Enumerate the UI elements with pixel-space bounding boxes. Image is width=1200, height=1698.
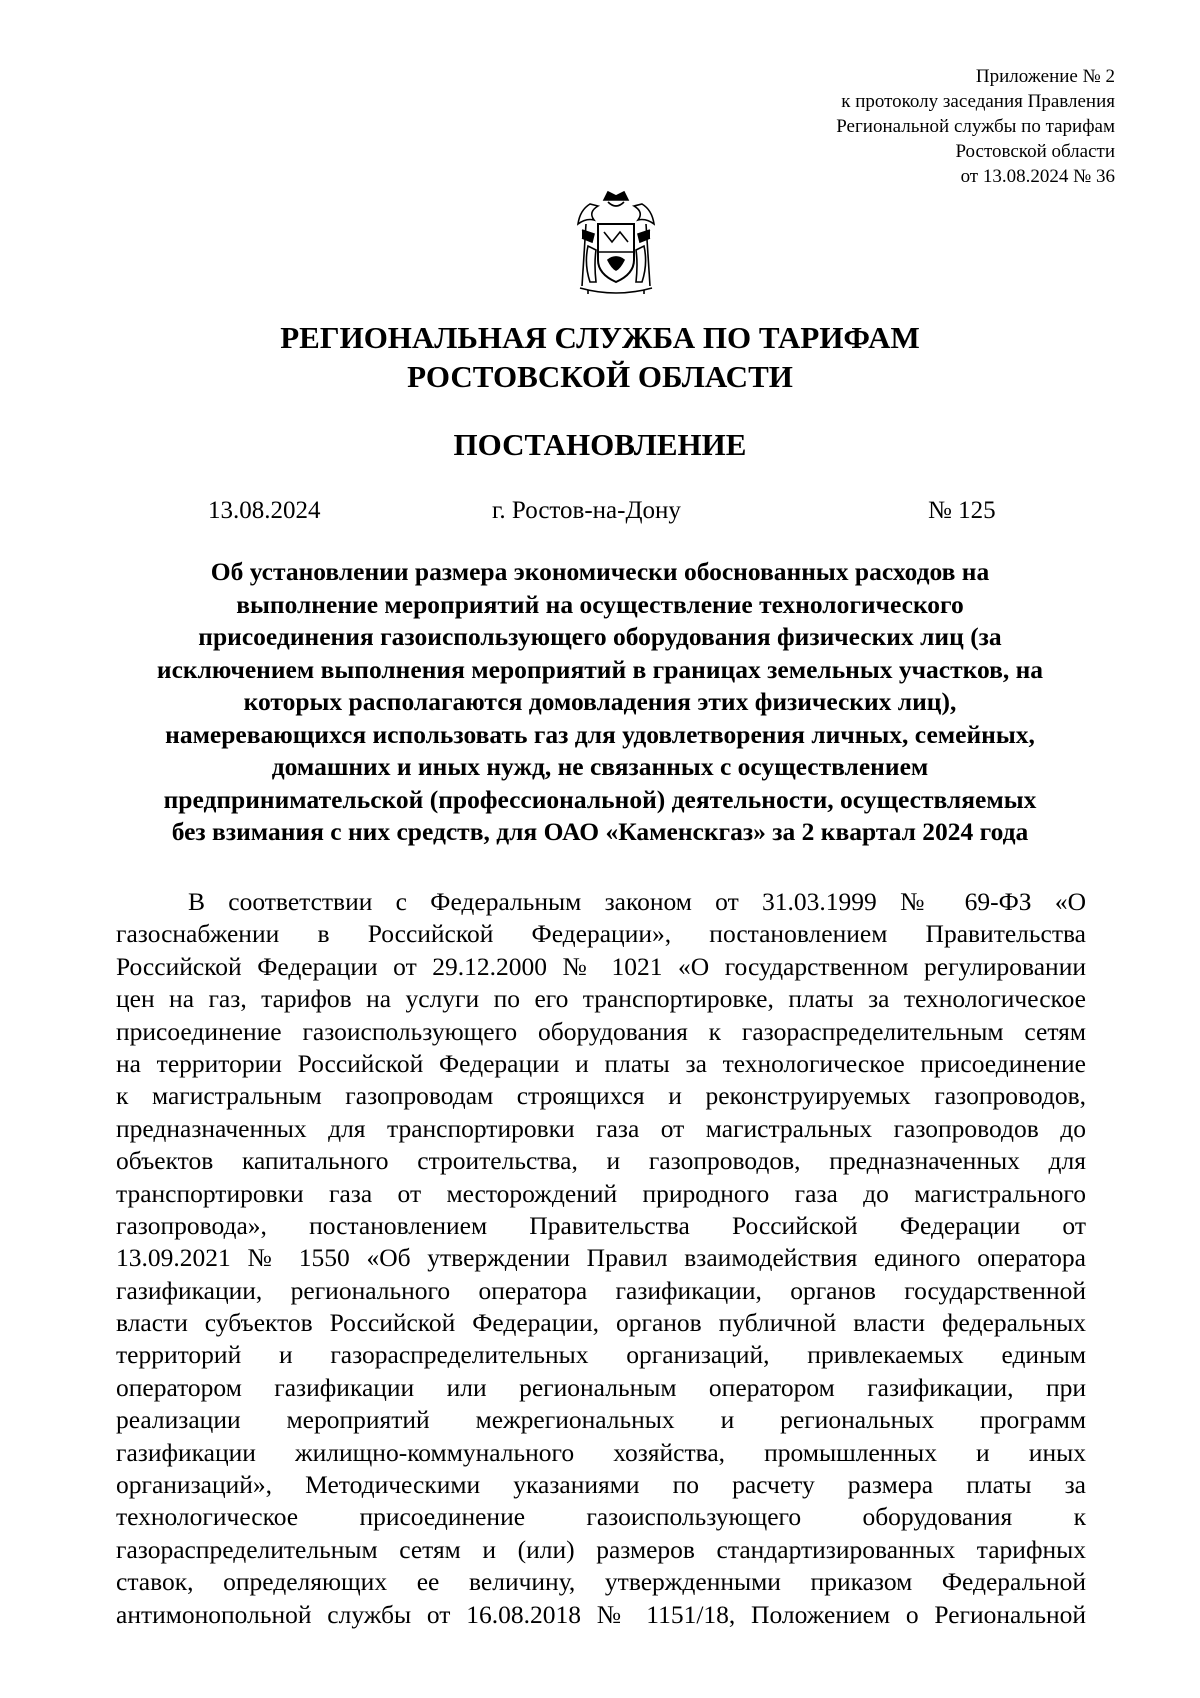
document-date: 13.08.2024 [208,497,321,524]
body-paragraph [116,886,1086,1631]
body-line: реализации мероприятий межрегиональных и региональных программ [116,1405,1086,1435]
subject-line: предпринимательской (профессиональной) деятельности, осуществляемых [163,784,1037,814]
appendix-line: Региональной службы по тарифам [836,116,1115,137]
body-line: на территории Российской Федерации и платы за технологическое присоединение [116,1048,1086,1078]
body-line: предназначенных для транспортировки газа от магистральных газопроводов до [116,1113,1086,1143]
body-line: цен на газ, тарифов на услуги по его транспортировке, платы за технологическое [116,984,1086,1014]
subject-line: Об установлении размера экономически обоснованных расходов на [210,557,990,586]
appendix-line: Ростовской области [955,141,1115,162]
body-line: газификации, регионального оператора газификации, органов государственной [116,1275,1086,1305]
organization-title [0,318,1200,396]
appendix-line: от 13.08.2024 № 36 [960,166,1115,187]
subject-line: которых располагаются домовладения этих физических лиц), [243,687,957,716]
body-line: власти субъектов Российской Федерации, органов публичной власти федеральных [116,1308,1086,1338]
body-line: объектов капитального строительства, и газопроводов, предназначенных для [116,1146,1086,1176]
body-line: газопровода», постановлением Правительства Российской Федерации от [116,1210,1086,1240]
body-line: к магистральным газопроводам строящихся и реконструируемых газопроводов, [116,1081,1086,1111]
body-line: В соответствии с Федеральным законом от 31.03.1999 № 69-ФЗ «О [188,887,1086,916]
body-line: антимонопольной службы от 16.08.2018 № 1151/18, Положением о Региональной [116,1599,1086,1629]
body-line: организаций», Методическими указаниями по расчету размера платы за [116,1470,1086,1500]
document-city: г. Ростов-на-Дону [492,497,681,524]
body-line: газоснабжении в Российской Федерации», постановлением Правительства [116,919,1086,949]
appendix-line: к протоколу заседания Правления [841,91,1115,112]
body-line: технологическое присоединение газоиспользующего оборудования к [116,1502,1086,1532]
subject-line: выполнение мероприятий на осуществление технологического [236,589,964,619]
body-line: оператором газификации или региональным оператором газификации, при [116,1372,1086,1402]
document-type: ПОСТАНОВЛЕНИЕ [453,427,747,462]
document-subject [110,556,1090,849]
body-line: ставок, определяющих ее величину, утвержденными приказом Федеральной [116,1567,1086,1597]
organization-title-line: РЕГИОНАЛЬНАЯ СЛУЖБА ПО ТАРИФАМ [280,320,920,355]
appendix-note [695,64,1115,189]
body-line: 13.09.2021 № 1550 «Об утверждении Правил взаимодействия единого оператора [116,1243,1086,1273]
document-meta [0,494,1200,528]
subject-line: исключением выполнения мероприятий в границах земельных участков, на [156,654,1044,684]
subject-line: домашних и иных нужд, не связанных с осуществлением [271,752,929,781]
subject-line: присоединения газоиспользующего оборудования физических лиц (за [198,622,1002,651]
subject-line: намеревающихся использовать газ для удовлетворения личных, семейных, [165,719,1035,749]
rostov-oblast-coat-of-arms-icon [568,190,664,298]
document-number: № 125 [928,497,996,524]
body-line: газораспределительным сетям и (или) размеров стандартизированных тарифных [116,1534,1086,1564]
appendix-line: Приложение № 2 [975,66,1115,87]
body-line: присоединение газоиспользующего оборудования к газораспределительным сетям [116,1016,1086,1046]
body-line: газификации жилищно-коммунального хозяйства, промышленных и иных [116,1437,1086,1467]
subject-line: без взимания с них средств, для ОАО «Каменскгаз» за 2 квартал 2024 года [171,817,1029,846]
body-line: территорий и газораспределительных организаций, привлекаемых единым [116,1340,1086,1370]
body-line: Российской Федерации от 29.12.2000 № 1021 «О государственном регулировании [116,951,1086,981]
body-line: транспортировки газа от месторождений природного газа до магистрального [116,1178,1086,1208]
organization-title-line: РОСТОВСКОЙ ОБЛАСТИ [407,359,793,394]
